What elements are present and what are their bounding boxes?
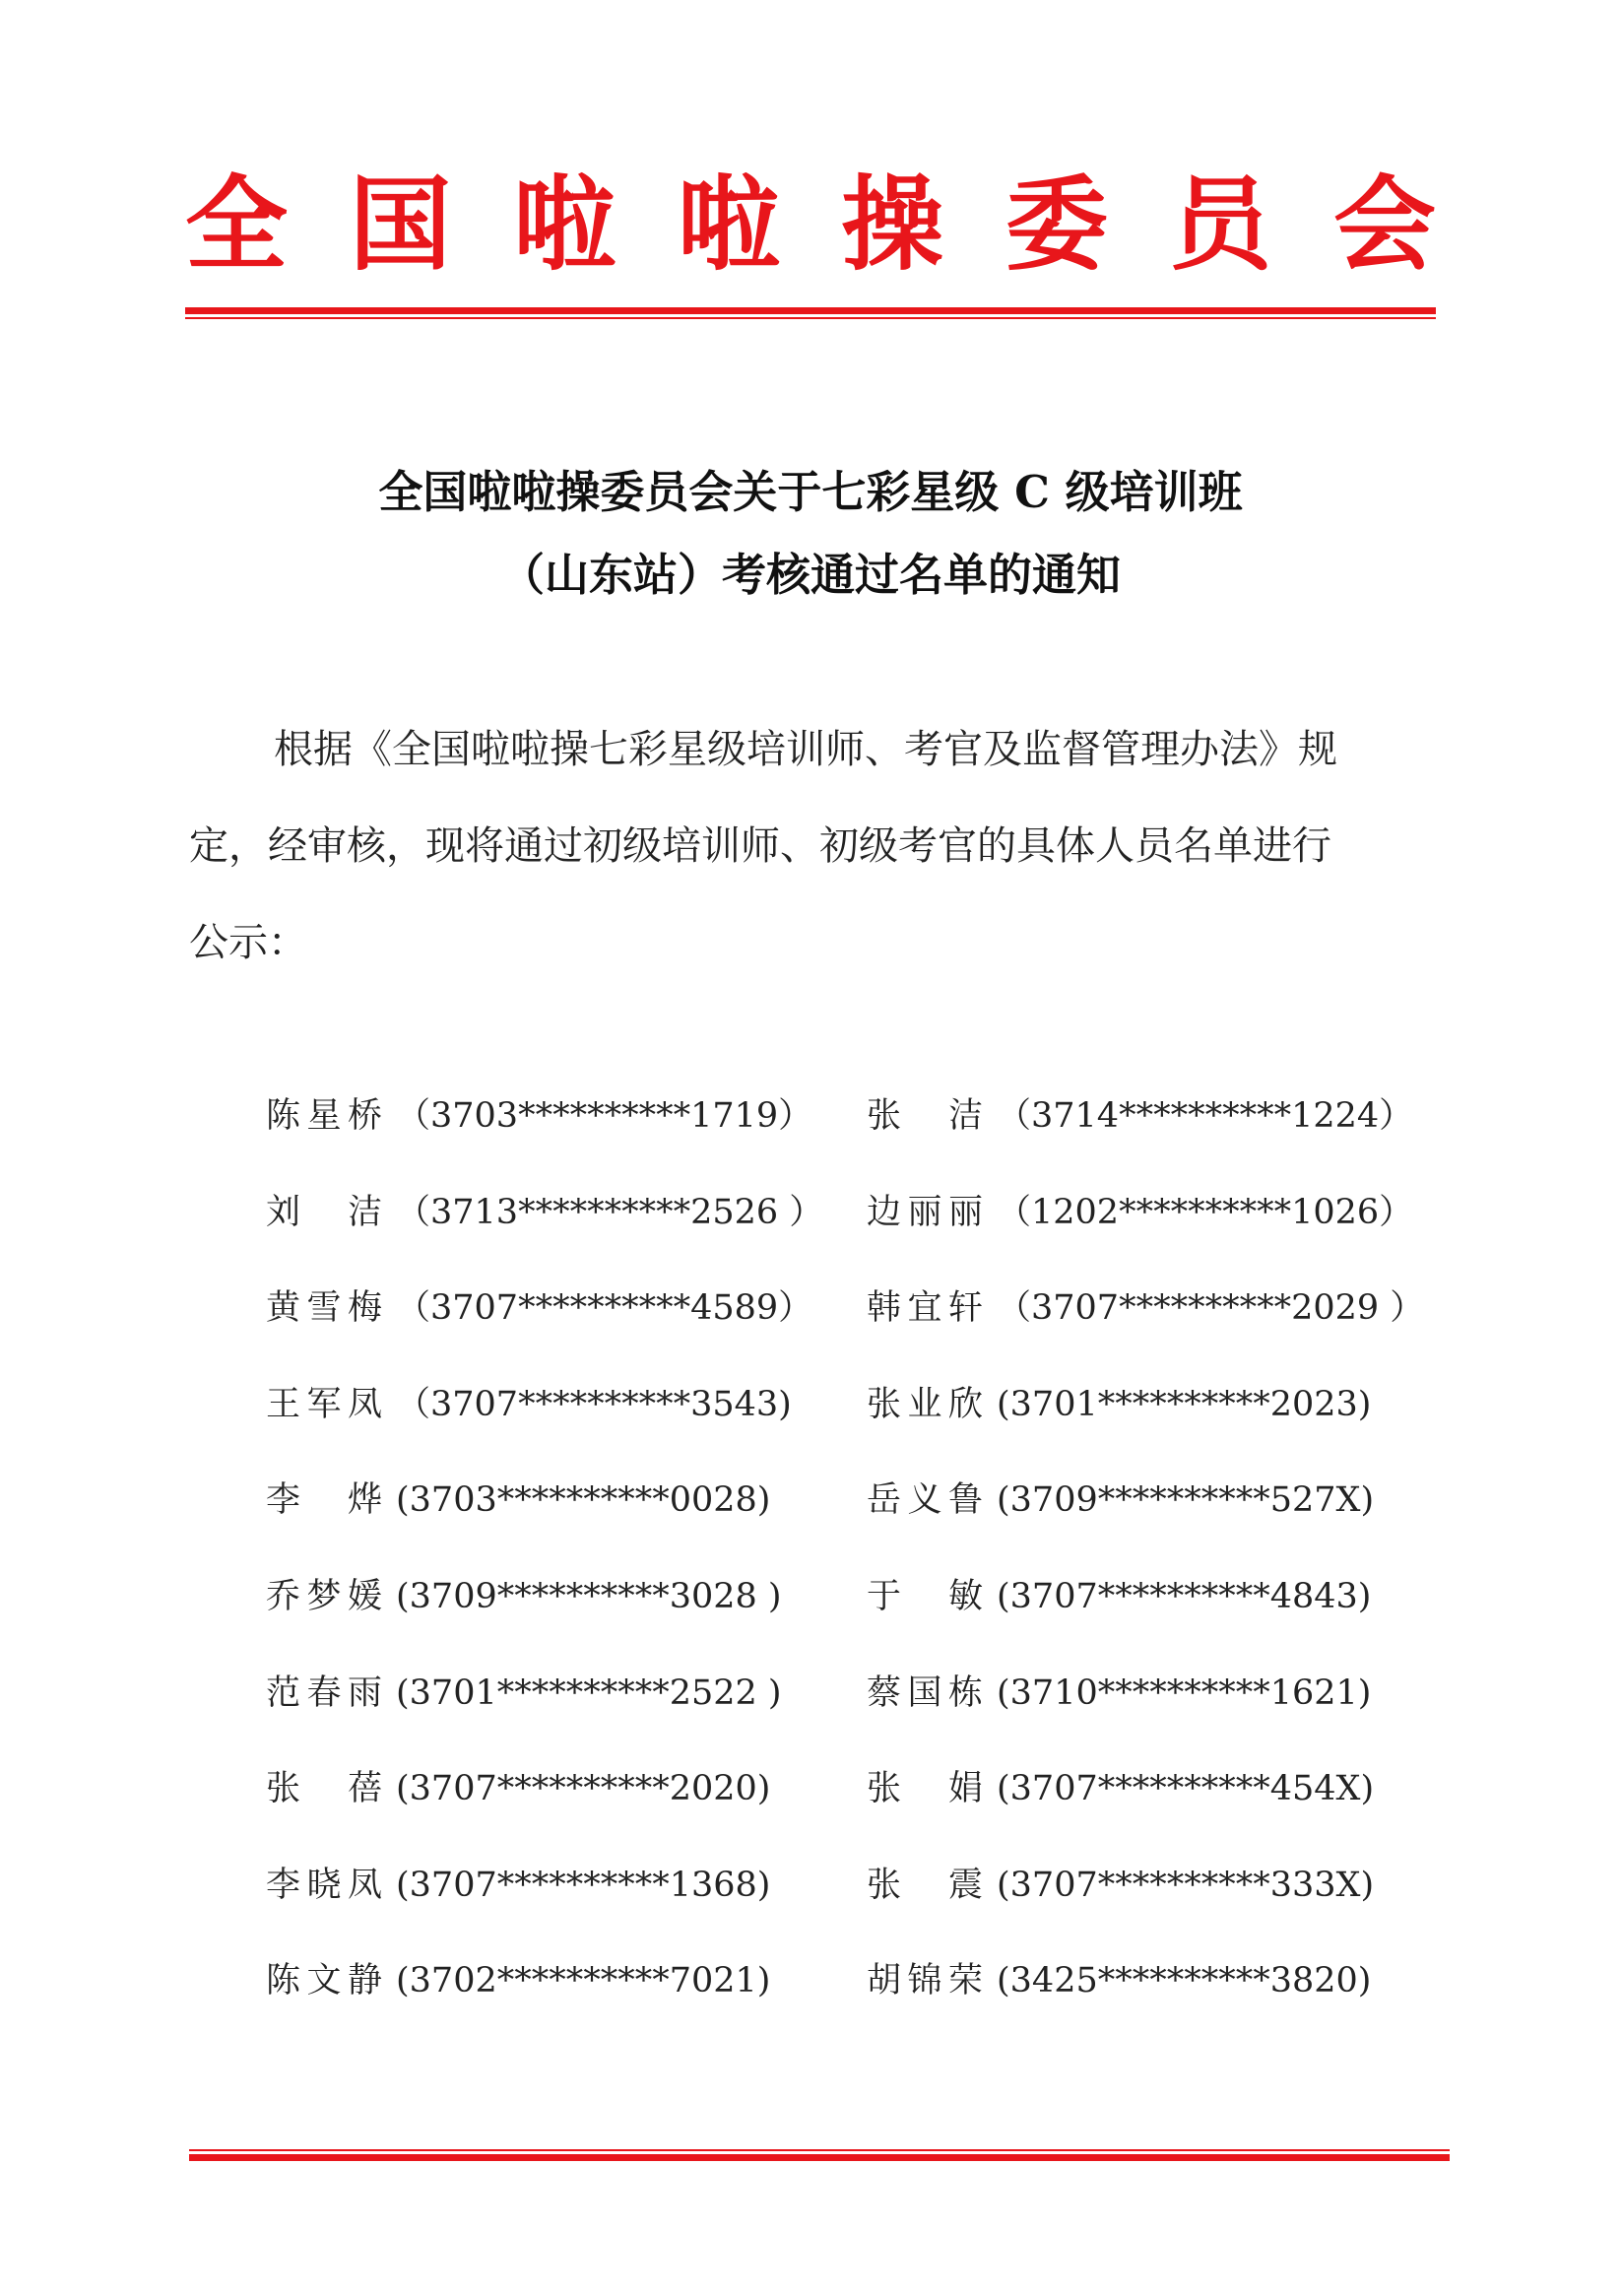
id-number: （1202**********1026）	[997, 1192, 1414, 1232]
person-name: 李 烨	[266, 1480, 382, 1521]
id-number: (3707**********4843)	[997, 1576, 1372, 1616]
roster-entry	[266, 1953, 770, 2002]
roster-entry	[867, 1185, 1413, 1234]
id-number: （3707**********2029 ）	[997, 1288, 1425, 1329]
title-line-2: （山东站）考核通过名单的通知	[499, 549, 1121, 601]
person-name: 韩宜轩	[867, 1288, 983, 1329]
roster-entry	[867, 1473, 1374, 1522]
roster-row	[266, 1280, 1425, 1377]
footer-divider	[189, 2149, 1450, 2161]
roster-entry	[266, 1666, 782, 1715]
roster-entry	[266, 1280, 812, 1330]
roster-entry	[266, 1185, 823, 1234]
roster-row	[266, 1761, 1408, 1858]
document-title	[197, 451, 1424, 617]
roster-row	[266, 1569, 1408, 1666]
person-name: 边丽丽	[867, 1192, 983, 1232]
roster-entry	[867, 1280, 1424, 1330]
roster-entry	[867, 1088, 1413, 1138]
id-number: (3425**********3820)	[997, 1961, 1372, 2001]
id-number: (3707**********454X)	[997, 1769, 1375, 1809]
id-number: （3713**********2526 ）	[396, 1192, 824, 1232]
roster-entry	[266, 1761, 770, 1810]
roster-entry	[266, 1473, 770, 1522]
title-line-1: 全国啦啦操委员会关于七彩星级 C 级培训班	[378, 466, 1243, 518]
id-number: (3707**********1368)	[396, 1865, 771, 1905]
roster-entry	[867, 1666, 1371, 1715]
person-name: 陈文静	[266, 1961, 382, 2001]
letterhead-char: 啦	[677, 164, 780, 285]
roster-entry	[867, 1377, 1371, 1426]
person-name: 张 蓓	[266, 1769, 382, 1809]
id-number: (3703**********0028)	[396, 1480, 771, 1521]
letterhead-char: 员	[1169, 164, 1272, 285]
roster-entry	[266, 1088, 812, 1138]
id-number: （3707**********4589）	[396, 1288, 813, 1329]
roster-row	[266, 1088, 1414, 1185]
id-number: （3707**********3543)	[396, 1384, 792, 1424]
divider-thick-line	[189, 2154, 1450, 2161]
person-name: 于 敏	[867, 1576, 983, 1616]
id-number: （3703**********1719）	[396, 1096, 813, 1136]
person-name: 王军凤	[266, 1384, 382, 1424]
roster-row	[266, 1473, 1408, 1569]
letterhead-char: 会	[1332, 164, 1436, 285]
letterhead-char: 国	[349, 164, 452, 285]
letterhead-char: 全	[185, 164, 289, 285]
id-number: (3709**********527X)	[997, 1480, 1375, 1521]
roster-list	[266, 1088, 1425, 2050]
divider-thin-line	[189, 2149, 1450, 2151]
roster-entry	[867, 1569, 1371, 1618]
person-name: 黄雪梅	[266, 1288, 382, 1329]
person-name: 岳义鲁	[867, 1480, 983, 1521]
person-name: 张业欣	[867, 1384, 983, 1424]
body-line-3: 公示：	[189, 920, 307, 965]
letterhead-char: 啦	[513, 164, 616, 285]
id-number: (3701**********2023)	[997, 1384, 1372, 1424]
roster-row	[266, 1377, 1408, 1474]
person-name: 范春雨	[266, 1673, 382, 1713]
person-name: 胡锦荣	[867, 1961, 983, 2001]
roster-entry	[867, 1761, 1374, 1810]
person-name: 乔梦媛	[266, 1576, 382, 1616]
roster-entry	[867, 1953, 1371, 2002]
id-number: (3709**********3028 )	[396, 1576, 782, 1616]
roster-row	[266, 1858, 1408, 1954]
letterhead-char: 操	[841, 164, 944, 285]
id-number: (3702**********7021)	[396, 1961, 771, 2001]
person-name: 李晓凤	[266, 1865, 382, 1905]
divider-thick-line	[185, 307, 1436, 314]
roster-entry	[867, 1858, 1374, 1907]
body-paragraph	[189, 701, 1450, 991]
person-name: 蔡国栋	[867, 1673, 983, 1713]
body-line-1: 根据《全国啦啦操七彩星级培训师、考官及监督管理办法》规	[274, 727, 1337, 772]
id-number: (3707**********333X)	[997, 1865, 1375, 1905]
person-name: 陈星桥	[266, 1096, 382, 1136]
roster-entry	[266, 1377, 792, 1426]
id-number: (3707**********2020)	[396, 1769, 771, 1809]
person-name: 张 震	[867, 1865, 983, 1905]
roster-row	[266, 1185, 1414, 1281]
body-line-2: 定，经审核，现将通过初级培训师、初级考官的具体人员名单进行	[189, 823, 1331, 869]
id-number: (3701**********2522 )	[396, 1673, 782, 1713]
id-number: (3710**********1621)	[997, 1673, 1372, 1713]
roster-row	[266, 1666, 1408, 1762]
person-name: 刘 洁	[266, 1192, 382, 1232]
roster-entry	[266, 1569, 782, 1618]
divider-thin-line	[185, 317, 1436, 319]
letterhead-char: 委	[1005, 164, 1108, 285]
id-number: （3714**********1224）	[997, 1096, 1414, 1136]
letterhead-divider	[185, 307, 1436, 319]
person-name: 张 洁	[867, 1096, 983, 1136]
roster-row	[266, 1953, 1408, 2050]
letterhead-title	[185, 165, 1436, 284]
roster-entry	[266, 1858, 770, 1907]
person-name: 张 娟	[867, 1769, 983, 1809]
